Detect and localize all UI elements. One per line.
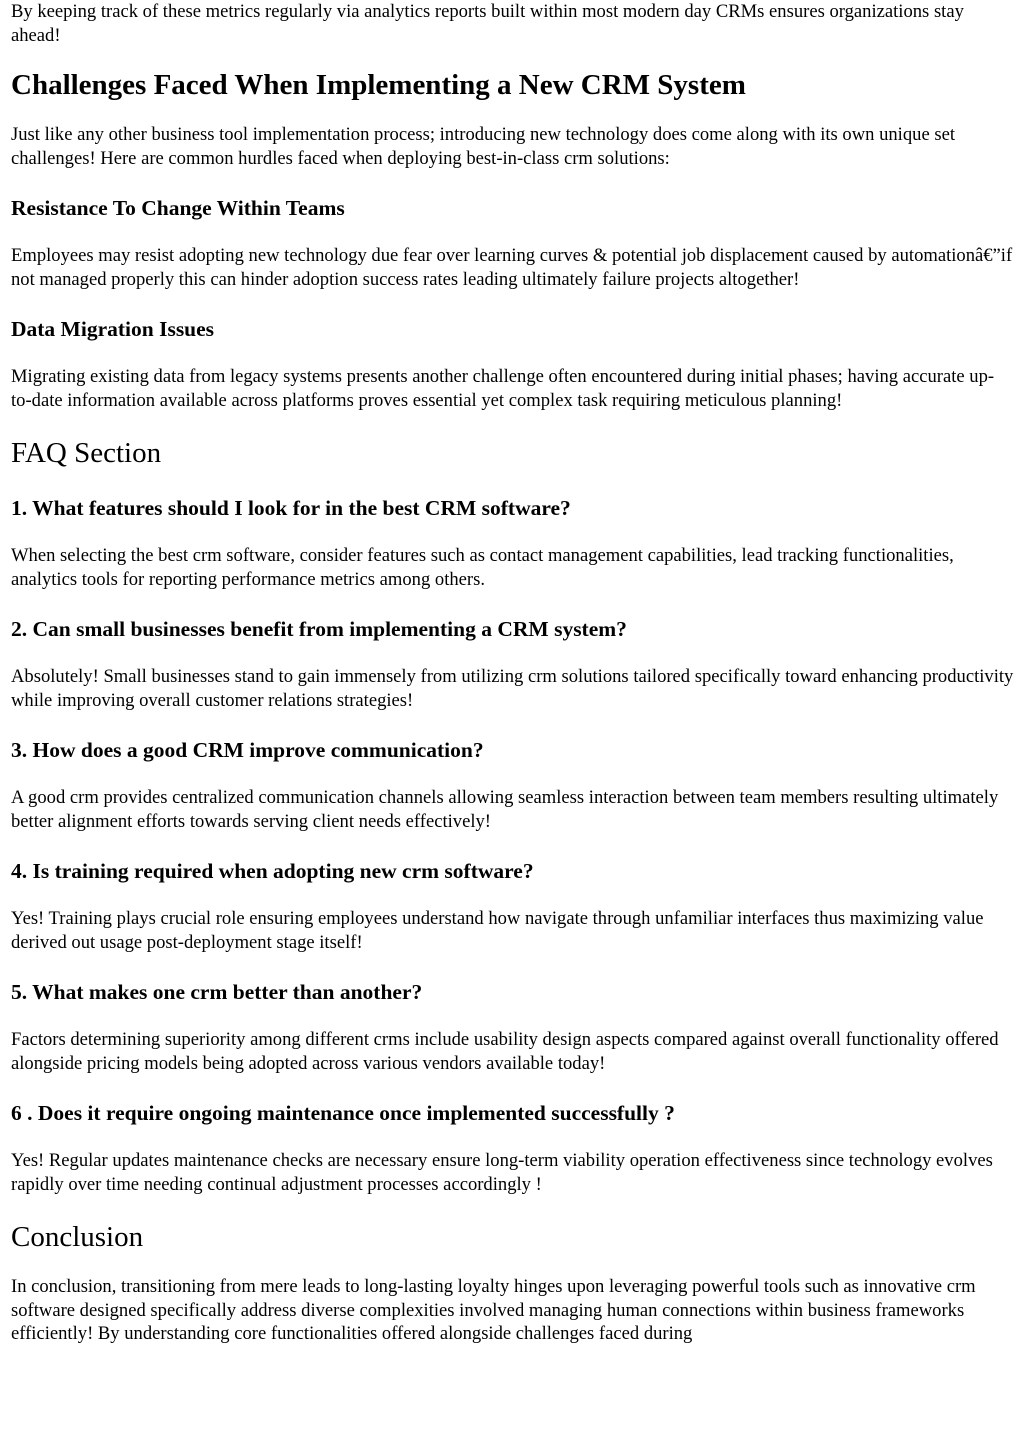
challenges-intro-paragraph: Just like any other business tool implementation process; introducing new technology does come along with its own unique set challenges! Here are common hurdles faced when deploying best-in-class crm solutions: — [11, 124, 955, 169]
faq-question-5: 5. What makes one crm better than another? — [11, 980, 423, 1004]
challenge-text-data-migration: Migrating existing data from legacy systems presents another challenge often encountered during initial phases; having accurate up-to-date information available across platforms proves essential yet complex task requiring meticulous planning! — [11, 366, 995, 411]
faq-question-1: 1. What features should I look for in the best CRM software? — [11, 496, 571, 520]
faq-question-6: 6 . Does it require ongoing maintenance once implemented successfully ? — [11, 1101, 675, 1125]
challenges-heading: Challenges Faced When Implementing a New CRM System — [11, 69, 746, 101]
faq-heading: FAQ Section — [11, 437, 162, 469]
intro-tail-paragraph: By keeping track of these metrics regularly via analytics reports built within most modern day CRMs ensures organizations stay ahead! — [11, 1, 964, 46]
conclusion-paragraph: In conclusion, transitioning from mere leads to long-lasting loyalty hinges upon leveraging powerful tools such as innovative crm software designed specifically address diverse complexities involved managing human connections within business frameworks efficiently! By understanding core functionalities offered alongside challenges faced during — [11, 1276, 976, 1344]
faq-answer-5: Factors determining superiority among different crms include usability design aspects compared against overall functionality offered alongside pricing models being adopted across various vendors available today! — [11, 1029, 999, 1074]
faq-question-4: 4. Is training required when adopting new crm software? — [11, 859, 534, 883]
faq-answer-6: Yes! Regular updates maintenance checks are necessary ensure long-term viability operation effectiveness since technology evolves rapidly over time needing continual adjustment processes accordingly ! — [11, 1150, 993, 1195]
faq-question-3: 3. How does a good CRM improve communication? — [11, 738, 484, 762]
conclusion-heading: Conclusion — [11, 1221, 144, 1253]
faq-answer-4: Yes! Training plays crucial role ensuring employees understand how navigate through unfamiliar interfaces thus maximizing value derived out usage post-deployment stage itself! — [11, 908, 984, 953]
challenge-text-resistance: Employees may resist adopting new technology due fear over learning curves & potential job displacement caused by automationâ€”if not managed properly this can hinder adoption success rates leading ultimately failure projects altogether! — [11, 245, 1013, 290]
challenge-title-data-migration: Data Migration Issues — [11, 317, 215, 341]
faq-answer-1: When selecting the best crm software, consider features such as contact management capabilities, lead tracking functionalities, analytics tools for reporting performance metrics among others. — [11, 545, 954, 590]
faq-answer-2: Absolutely! Small businesses stand to gain immensely from utilizing crm solutions tailored specifically toward enhancing productivity while improving overall customer relations strategies! — [11, 666, 1014, 711]
faq-answer-3: A good crm provides centralized communication channels allowing seamless interaction between team members resulting ultimately better alignment efforts towards serving client needs effectively! — [11, 787, 999, 832]
challenge-title-resistance: Resistance To Change Within Teams — [11, 196, 345, 220]
faq-question-2: 2. Can small businesses benefit from implementing a CRM system? — [11, 617, 627, 641]
